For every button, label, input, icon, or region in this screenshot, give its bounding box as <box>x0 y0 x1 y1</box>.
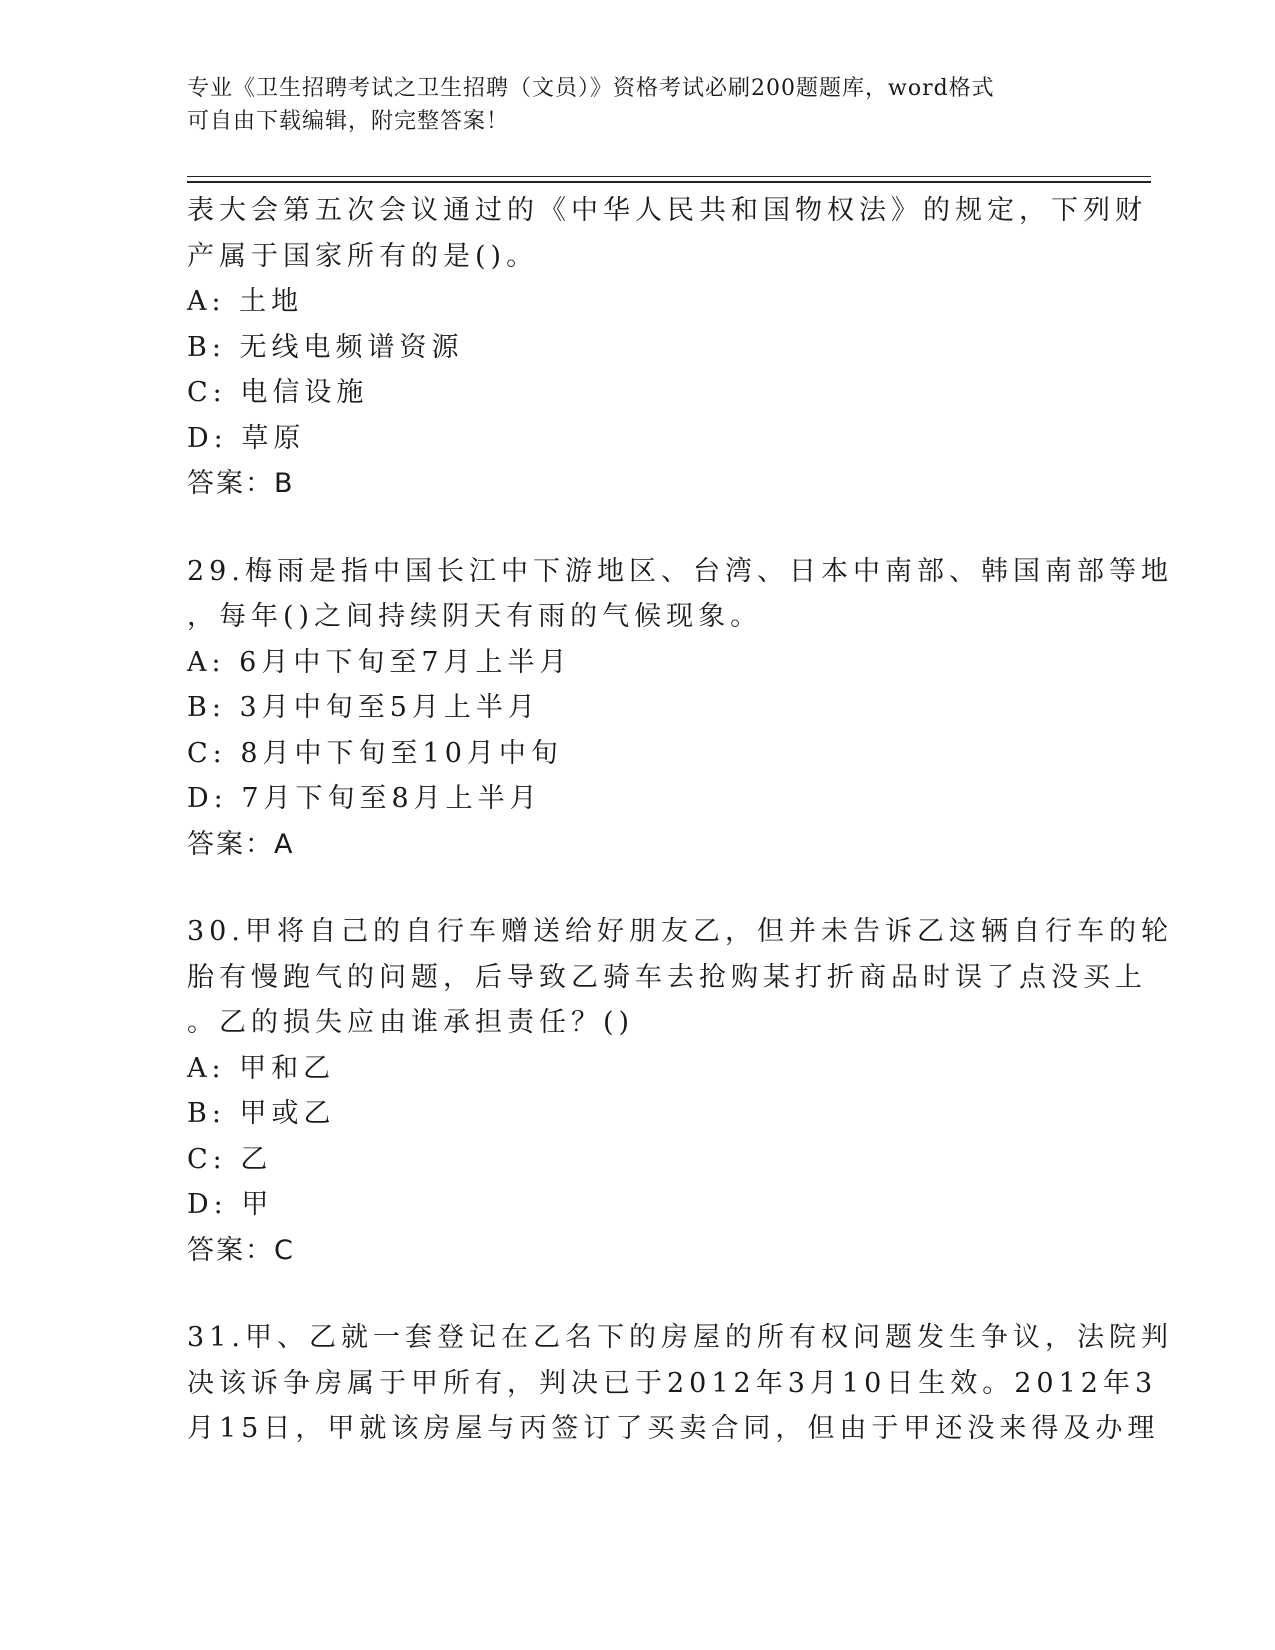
question-stem: 29.梅雨是指中国长江中下游地区、台湾、日本中南部、韩国南部等地 <box>187 555 1173 587</box>
option-a: A: 甲和乙 <box>187 1052 336 1084</box>
option-b: B: 无线电频谱资源 <box>187 331 464 363</box>
header-divider-thin <box>187 176 1151 177</box>
header-title-line-1: 专业《卫生招聘考试之卫生招聘（文员）》资格考试必刷200题题库，word格式 <box>187 76 995 101</box>
option-d: D: 草原 <box>187 422 306 454</box>
option-b: B: 甲或乙 <box>187 1098 336 1129</box>
question-stem: 30.甲将自己的自行车赠送给好朋友乙，但并未告诉乙这辆自行车的轮 <box>187 916 1173 947</box>
answer-line: 答案：B <box>187 468 295 499</box>
option-d: D: 7月下旬至8月上半月 <box>187 783 542 814</box>
question-stem: 31.甲、乙就一套登记在乙名下的房屋的所有权问题发生争议，法院判 <box>187 1322 1173 1353</box>
question-stem: 。乙的损失应由谁承担责任？() <box>187 1007 635 1038</box>
question-stem: 决该诉争房属于甲所有，判决已于2012年3月10日生效。2012年3 <box>187 1367 1158 1399</box>
answer-line: 答案：A <box>187 828 295 860</box>
header-title-line-2: 可自由下载编辑，附完整答案！ <box>187 109 510 134</box>
question-31 <box>187 1315 1173 1452</box>
question-stem: 表大会第五次会议通过的《中华人民共和国物权法》的规定，下列财 <box>187 195 1147 226</box>
option-a: A: 6月中下旬至7月上半月 <box>187 646 572 678</box>
header-divider-thick <box>187 181 1151 183</box>
question-stem: 产属于国家所有的是()。 <box>187 240 539 272</box>
option-c: C: 电信设施 <box>187 377 369 408</box>
answer-line: 答案：C <box>187 1234 295 1266</box>
question-list <box>187 188 1173 1452</box>
option-a: A: 土地 <box>187 286 304 317</box>
question-stem: ，每年()之间持续阴天有雨的气候现象。 <box>187 601 763 632</box>
question-29 <box>187 549 1173 868</box>
option-d: D: 甲 <box>187 1189 274 1220</box>
option-b: B: 3月中旬至5月上半月 <box>187 692 540 723</box>
question-stem: 月15日，甲就该房屋与丙签订了买卖合同，但由于甲还没来得及办理 <box>187 1413 1160 1444</box>
option-c: C: 8月中下旬至10月中旬 <box>187 737 563 769</box>
question-28 <box>187 188 1147 507</box>
question-30 <box>187 909 1173 1273</box>
option-c: C: 乙 <box>187 1143 273 1175</box>
document-header <box>187 72 1067 138</box>
question-stem: 胎有慢跑气的问题，后导致乙骑车去抢购某打折商品时误了点没买上 <box>187 961 1147 993</box>
